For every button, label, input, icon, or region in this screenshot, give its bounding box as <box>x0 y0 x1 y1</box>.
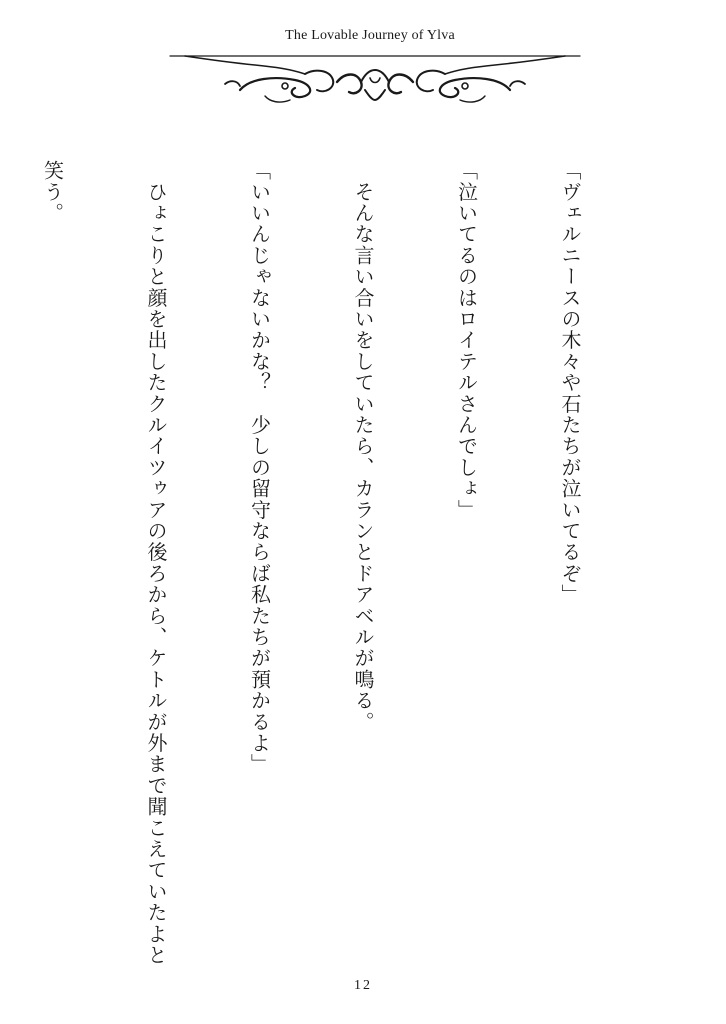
vertical-body-text <box>0 160 656 966</box>
text-line: そんな言い合いをしていたら、カランとドアベルが鳴る。 <box>351 160 375 733</box>
text-line: 笑う。 <box>40 160 65 224</box>
flourish-ornament-icon <box>165 50 585 110</box>
text-line: ひょこりと顔を出したクルイツゥアの後ろから、ケトルが外まで聞こえていたよと <box>144 160 168 966</box>
text-line: 「いいんじゃないかな？ 少しの留守ならば私たちが預かるよ」 <box>247 160 272 775</box>
text-line: 「ヴェルニースの木々や石たちが泣いてるぞ」 <box>558 160 582 606</box>
text-line: 「泣いてるのはロイテルさんでしょ」 <box>454 160 479 521</box>
page-number: 12 <box>354 978 372 993</box>
running-header-title: The Lovable Journey of Ylva <box>285 28 455 43</box>
